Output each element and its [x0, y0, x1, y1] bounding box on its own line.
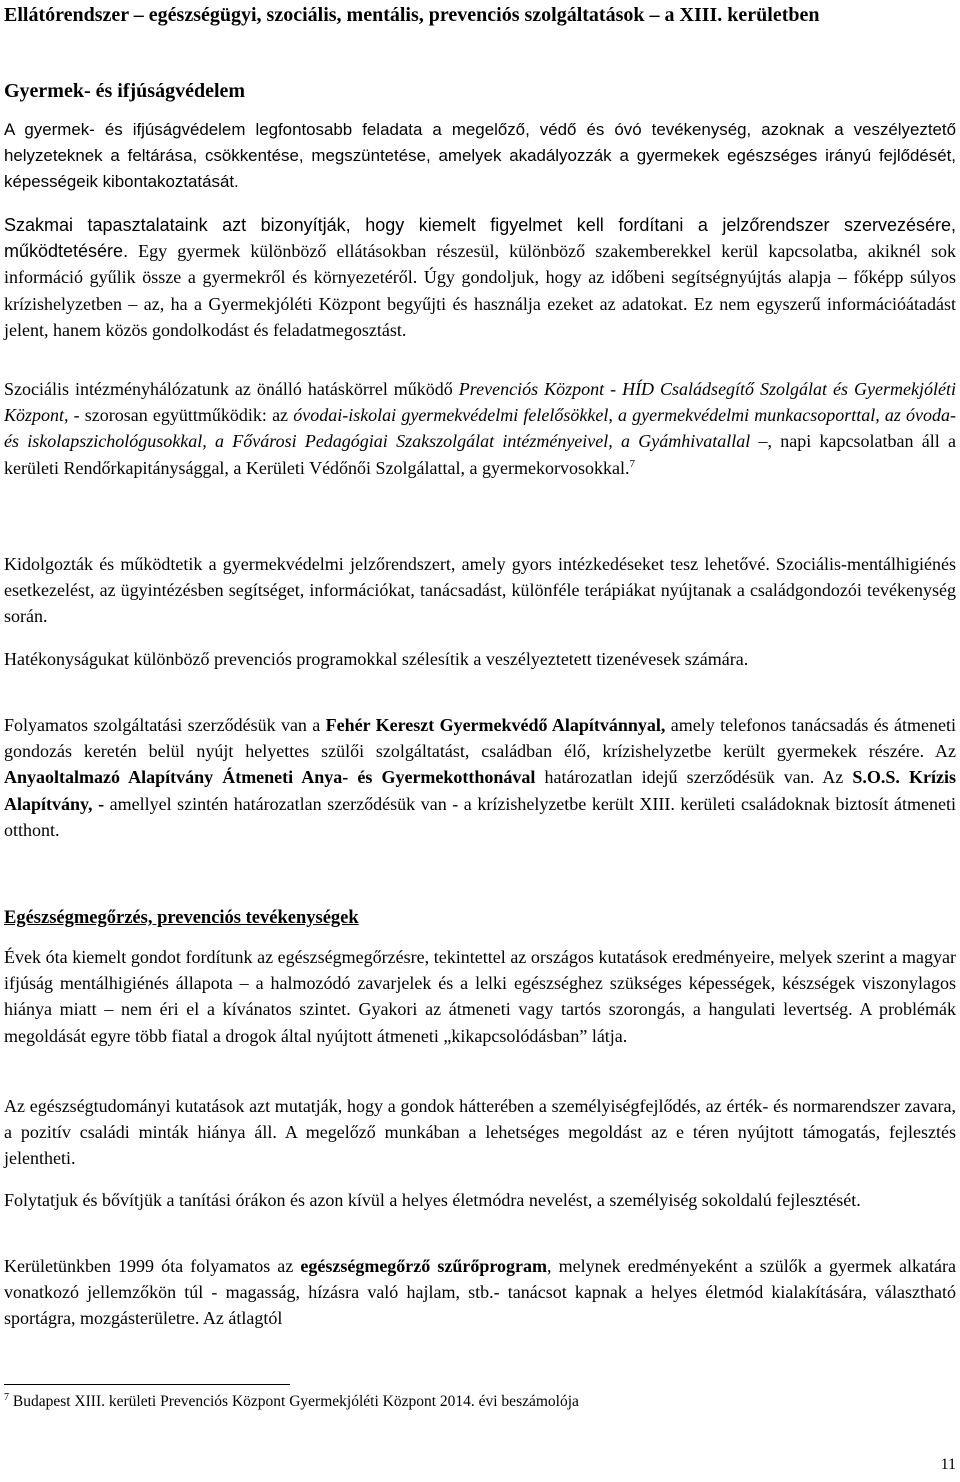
footnote-divider — [4, 1384, 290, 1385]
paragraph-2 — [4, 212, 956, 343]
paragraph-1: A gyermek- és ifjúságvédelem legfontosabb feladata a megelőző, védő és óvó tevékenység, azoknak a veszélyeztető helyzeteknek a feltárása, csökkentése, megszüntetése, amelyek akadályozzák a gyermekek egészséges irányú fejlődését, képességeik kibontakoztatását. — [4, 120, 956, 192]
paragraph-9: Folytatjuk és bővítjük a tanítási órákon és azon kívül a helyes életmódra nevelést, a személyiség sokoldalú fejlesztését. — [4, 1190, 861, 1210]
paragraph-10-a: Kerületünkben 1999 óta folyamatos az — [4, 1256, 301, 1276]
paragraph-2-body: Egy gyermek különböző ellátásokban részesül, különböző szakemberekkel kerül kapcsolatba, akiknél sok információ gyűlik össze a gyermekről és környezetéről. Úgy gondoljuk, hogy az időbeni segítségnyújtás alapja – főképp súlyos krízishelyzetben – az, ha a Gyermekjóléti Központ begyűjti és használja ezeket az adatokat. Ez nem egyszerű információátadást jelent, hanem közös gondolkodást és feladatmegosztást. — [4, 241, 956, 340]
paragraph-3-italic-1: Prevenciós Központ - HÍD Családsegítő Szolgálat és Gyermekjóléti Központ, — [4, 379, 956, 426]
subsection-heading: Egészségmegőrzés, prevenciós tevékenységek — [4, 908, 359, 928]
page-number: 11 — [940, 1456, 956, 1473]
paragraph-8: Az egészségtudományi kutatások azt mutatják, hogy a gondok hátterében a személyiségfejlődés, az érték- és normarendszer zavara, a pozitív családi minták hiánya áll. A megelőző munkában a lehetséges megoldást az e téren nyújtott támogatás, fejlesztés jelentheti. — [4, 1096, 956, 1169]
footnote-number: 7 — [4, 1392, 9, 1403]
paragraph-6-g: amellyel szintén határozatlan szerződésük van - a krízishelyzetbe került XIII. kerületi családoknak biztosít átmeneti otthont. — [4, 793, 956, 840]
paragraph-6-bold-2: Anyaoltalmazó Alapítvány Átmeneti Anya- és Gyermekotthonával — [4, 767, 536, 788]
paragraph-6 — [4, 712, 956, 843]
paragraph-6-bold-3: S.O.S. Krízis Alapítvány, - — [4, 767, 956, 814]
page-title: Ellátórendszer – egészségügyi, szociális, mentális, prevenciós szolgáltatások – a XIII. kerületben — [4, 4, 820, 26]
paragraph-2-lead: Szakmai tapasztalataink azt bizonyítják, hogy kiemelt figyelmet kell fordítani a jelzőrendszer szervezésére, működtetésére. — [4, 215, 956, 262]
paragraph-3-italic-2: óvodai-iskolai gyermekvédelmi felelősökkel, a gyermekvédelmi munkacsoporttal, az óvoda- és iskolapszichológusokkal, a Fővárosi Pedagógiai Szakszolgálat intézményeivel, a Gyámhivatallal — [4, 405, 956, 452]
paragraph-3-e: –, napi kapcsolatban áll a kerületi Rendőrkapitánysággal, a Kerületi Védőnői Szolgálattal, a gyermekorvosokkal. — [4, 431, 956, 478]
paragraph-4: Kidolgozták és működtetik a gyermekvédelmi jelzőrendszert, amely gyors intézkedéseket tesz lehetővé. Szociális-mentálhigiénés esetkezelést, az ügyintézésben segítséget, információkat, tanácsadást, különféle terápiákat nyújtanak a családgondozói tevékenység során. — [4, 554, 956, 627]
footnote-text: Budapest XIII. kerületi Prevenciós Központ Gyermekjóléti Központ 2014. évi beszámolója — [9, 1393, 579, 1410]
paragraph-6-bold-1: Fehér Kereszt Gyermekvédő Alapítvánnyal, — [325, 715, 666, 735]
paragraph-10 — [4, 1253, 956, 1332]
paragraph-3-a: Szociális intézményhálózatunk az önálló hatáskörrel működő — [4, 379, 459, 399]
paragraph-5: Hatékonyságukat különböző prevenciós programokkal szélesítik a veszélyeztetett tizenévesek számára. — [4, 649, 749, 669]
section-heading: Gyermek- és ifjúságvédelem — [4, 80, 246, 102]
paragraph-10-c: , melynek eredményeként a szülők a gyermek alkatára vonatkozó jellemzőkön túl - magasság, hízásra való hajlam, stb.- tanácsot kapnak a helyes életmód kialakítására, választható sportágra, mozgásterületre. Az átlagtól — [4, 1256, 956, 1329]
paragraph-7: Évek óta kiemelt gondot fordítunk az egészségmegőrzésre, tekintettel az országos kutatások eredményeire, melyek szerint a magyar ifjúság mentálhigiénés állapota – a halmozódó zavarjelek és a lelki egészséghez szükséges képességek, készségek viszonylagos hiánya miatt – nem éri el a kívánatos szintet. Gyakori az átmeneti vagy tartós szorongás, a hangulati levertség. A problémák megoldását egyre több fiatal a drogok által nyújtott átmeneti „kikapcsolódásban” látja. — [4, 947, 956, 1046]
paragraph-10-bold: egészségmegőrző szűrőprogram — [300, 1256, 548, 1276]
footnote-reference: 7 — [629, 457, 635, 470]
paragraph-6-a: Folyamatos szolgáltatási szerződésük van a — [4, 715, 326, 735]
paragraph-6-c: amely telefonos tanácsadás és átmeneti gondozás keretén belül nyújt helyettes szülői szolgáltatást, családban élő, krízishelyzetbe került gyermekek részére. Az — [4, 715, 956, 762]
paragraph-3-c: - szorosan együttműködik: az — [68, 405, 294, 426]
footnote — [4, 1392, 579, 1412]
paragraph-6-e: határozatlan idejű szerződésük van. Az — [535, 767, 853, 788]
paragraph-3 — [4, 376, 956, 481]
